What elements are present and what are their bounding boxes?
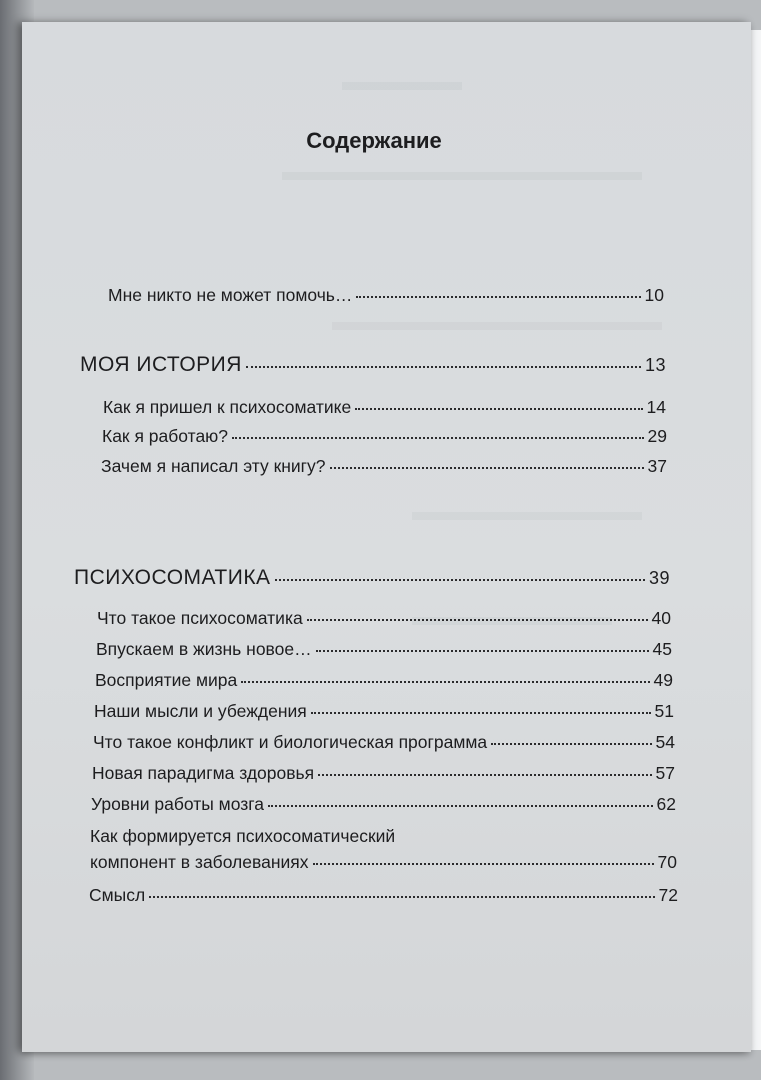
toc-entry-page: 57 (655, 763, 675, 783)
dot-leader (313, 863, 654, 865)
show-through (282, 172, 642, 180)
toc-entry-label: Как я работаю? (102, 426, 229, 446)
toc-entry (95, 667, 673, 693)
toc-entry (91, 791, 676, 817)
show-through (342, 82, 462, 90)
toc-section-heading (80, 350, 666, 380)
dot-leader (149, 896, 654, 898)
toc-section-heading (74, 563, 670, 593)
dot-leader (232, 437, 644, 439)
toc-entry (103, 394, 666, 420)
toc-entry-label: Наши мысли и убеждения (94, 701, 307, 721)
toc-entry-label-line2: компонент в заболеваниях (90, 852, 309, 872)
dot-leader (275, 579, 645, 581)
toc-entry-page: 14 (646, 397, 666, 417)
show-through (332, 322, 662, 330)
toc-entry (93, 729, 675, 755)
toc-entry-page: 62 (656, 794, 676, 814)
section-heading-page: 13 (644, 355, 666, 375)
toc-entry (108, 282, 664, 308)
section-heading-label: МОЯ ИСТОРИЯ (80, 353, 242, 376)
toc-entry-label: Как я пришел к психосоматике (103, 397, 352, 417)
toc-entry-label: Уровни работы мозга (91, 794, 265, 814)
show-through (412, 512, 642, 520)
dot-leader (318, 774, 651, 776)
toc-entry (92, 760, 675, 786)
toc-entry (90, 823, 677, 875)
toc-entry-page: 45 (652, 639, 672, 659)
toc-entry-page: 54 (655, 732, 675, 752)
dot-leader (330, 467, 644, 469)
toc-entry-page: 49 (653, 670, 673, 690)
toc-entry (94, 698, 674, 724)
dot-leader (355, 408, 642, 410)
toc-entry (96, 636, 672, 662)
dot-leader (246, 366, 641, 368)
section-heading-label: ПСИХОСОМАТИКА (74, 566, 271, 589)
toc-entry-label: Что такое конфликт и биологическая программа (93, 732, 488, 752)
section-heading-page: 39 (648, 568, 670, 588)
toc-entry-label: Впускаем в жизнь новое… (96, 639, 312, 659)
toc-entry-page: 40 (651, 608, 671, 628)
toc-entry-label: Восприятие мира (95, 670, 238, 690)
toc-entry-page: 51 (654, 701, 674, 721)
toc-entry (102, 423, 667, 449)
toc-entry-label: Мне никто не может помочь… (108, 285, 353, 305)
toc-entry (89, 882, 678, 908)
toc-entry-page: 29 (647, 426, 667, 446)
dot-leader (241, 681, 649, 683)
dot-leader (491, 743, 651, 745)
toc-entry-label: Смысл (89, 885, 146, 905)
toc-entry-page: 70 (657, 852, 677, 872)
dot-leader (268, 805, 653, 807)
dot-leader (311, 712, 651, 714)
toc-entry (101, 453, 667, 479)
dot-leader (307, 619, 648, 621)
toc-entry-label: Что такое психосоматика (97, 608, 303, 628)
toc-entry-label: Новая парадигма здоровья (92, 763, 315, 783)
toc-entry-label: Зачем я написал эту книгу? (101, 456, 326, 476)
toc-entry-page: 72 (658, 885, 678, 905)
toc-entry-page: 10 (644, 285, 664, 305)
toc-entry-page: 37 (647, 456, 667, 476)
toc-entry (97, 605, 671, 631)
toc-entry-label-line1: Как формируется психосоматический (90, 826, 396, 846)
dot-leader (316, 650, 649, 652)
dot-leader (356, 296, 640, 298)
toc-title: Содержание (306, 128, 442, 153)
